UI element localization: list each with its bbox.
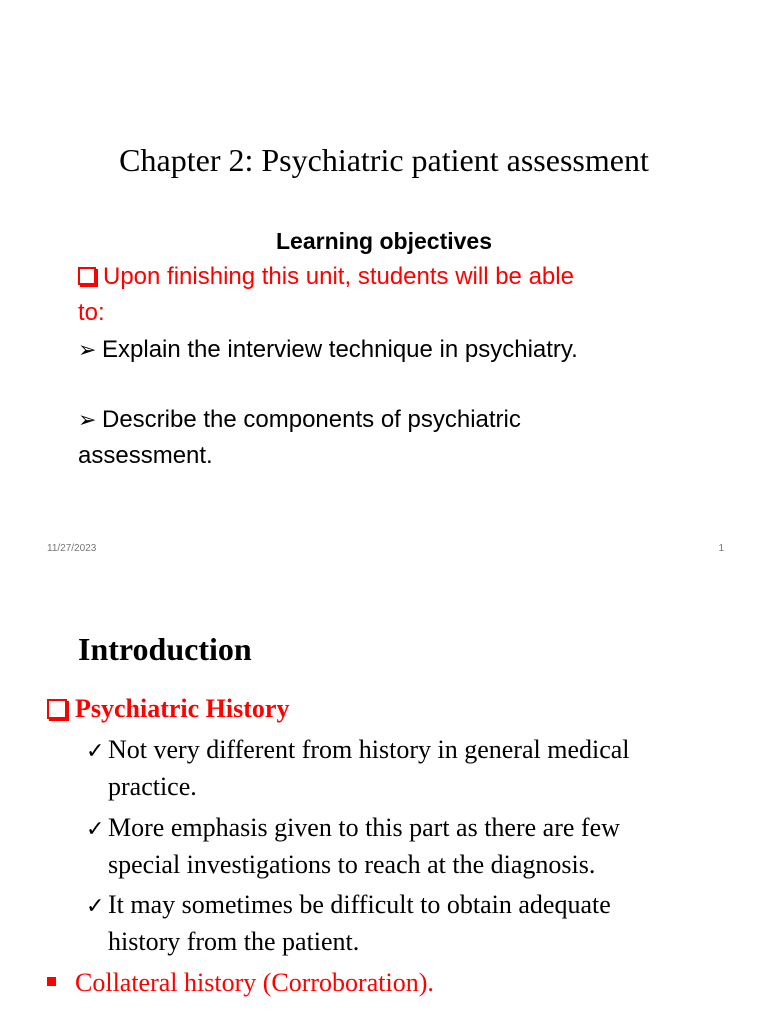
learning-objectives-heading: Learning objectives (275, 228, 492, 254)
hollow-square-bullet-icon (47, 699, 67, 719)
list-item (86, 810, 726, 883)
footer-date: 11/27/2023 (47, 543, 97, 554)
objective-item (78, 402, 718, 438)
objective-item (78, 332, 718, 368)
list-item (86, 732, 726, 805)
intro-line (78, 259, 718, 295)
arrow-bullet-icon: ➢ (78, 337, 97, 362)
section-heading-text: Psychiatric History (75, 694, 290, 723)
arrow-bullet-icon: ➢ (78, 407, 97, 432)
list-item (86, 887, 726, 960)
intro-line-continued: to: (78, 299, 105, 326)
check-mark-icon: ✓ (86, 893, 105, 918)
section-heading (47, 690, 289, 728)
page-number: 1 (718, 543, 724, 554)
check-mark-icon: ✓ (86, 738, 105, 763)
objective-text-continued: assessment. (78, 442, 213, 469)
hollow-square-bullet-icon (78, 267, 96, 285)
list-item-text-continued: history from the patient. (108, 927, 360, 956)
check-mark-icon: ✓ (86, 816, 105, 841)
slide-title: Chapter 2: Psychiatric patient assessment (119, 142, 649, 178)
list-item-text-continued: special investigations to reach at the diagnosis. (108, 850, 596, 879)
list-item-text-continued: practice. (108, 772, 197, 801)
list-item-text: More emphasis given to this part as there are few (108, 813, 620, 842)
list-item-text: Not very different from history in general medical (108, 735, 630, 764)
list-item-text: It may sometimes be difficult to obtain adequate (108, 890, 611, 919)
filled-square-bullet-icon (47, 977, 56, 986)
slide-title: Introduction (78, 631, 252, 667)
objective-text: Describe the components of psychiatric (102, 406, 521, 433)
slide-2 (0, 576, 768, 1024)
objective-text: Explain the interview technique in psychiatry. (102, 336, 578, 363)
sub-bullet-text: Collateral history (Corroboration). (75, 968, 434, 997)
intro-text: Upon finishing this unit, students will be able (103, 263, 574, 290)
